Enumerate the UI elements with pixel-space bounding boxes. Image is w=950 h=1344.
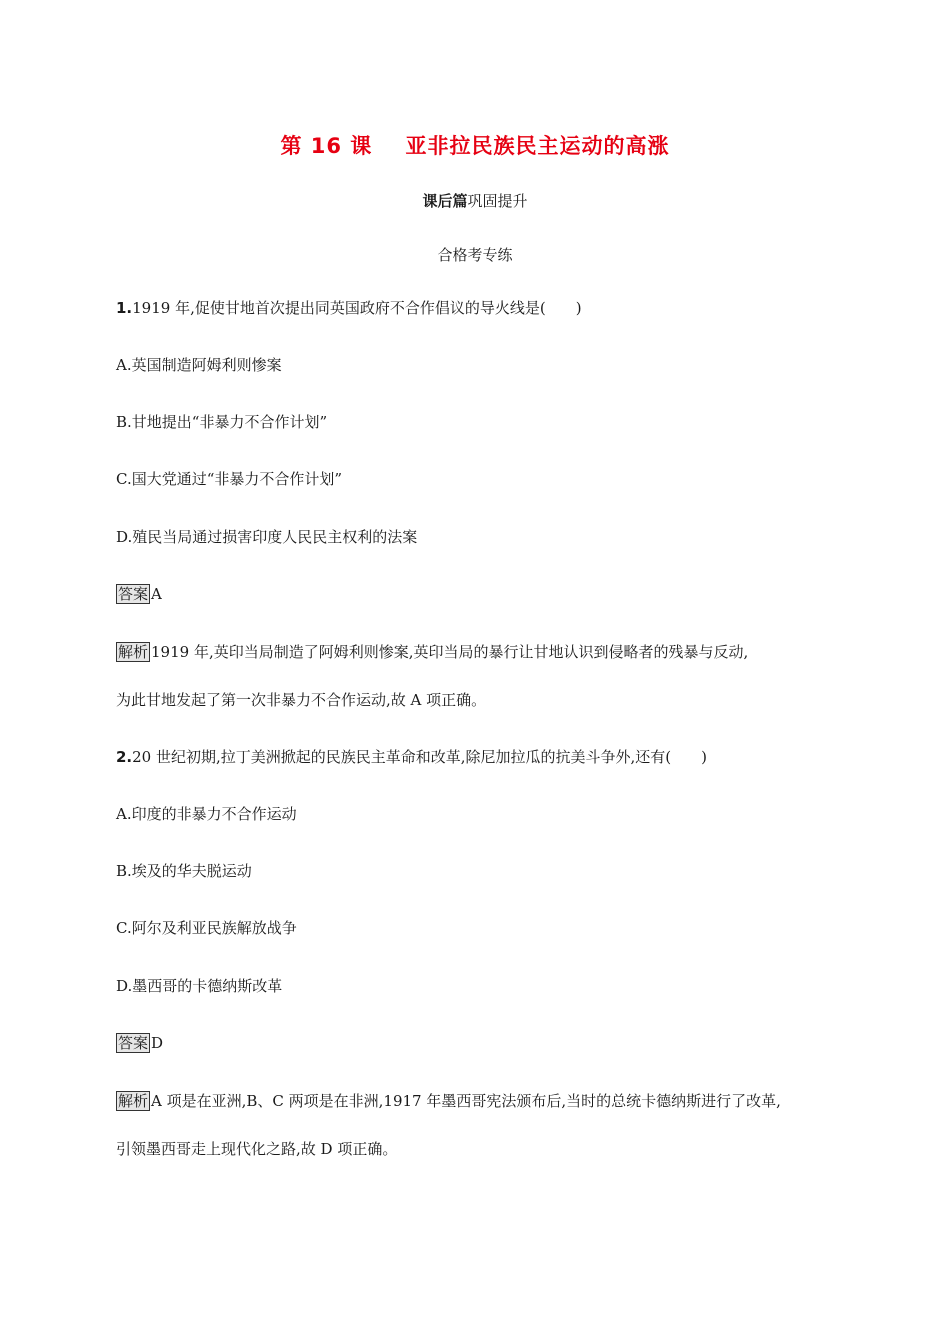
- question-2-answer: [116, 1033, 163, 1053]
- question-1-analysis-line-2: 为此甘地发起了第一次非暴力不合作运动,故 A 项正确。: [116, 691, 487, 709]
- analysis-text: 1919 年,英印当局制造了阿姆利则惨案,英印当局的暴行让甘地认识到侵略者的残暴与反动,: [151, 643, 749, 661]
- question-2-stem: [116, 747, 707, 767]
- subtitle-bold: 课后篇: [422, 192, 468, 210]
- question-1-option-b: B.甘地提出“非暴力不合作计划”: [116, 413, 328, 431]
- question-number: 2.: [116, 748, 133, 766]
- answer-value: A: [151, 585, 162, 603]
- analysis-tag: 解析: [118, 643, 149, 661]
- question-1-stem: [116, 298, 582, 318]
- question-2-option-c: C.阿尔及利亚民族解放战争: [116, 919, 297, 937]
- question-2-option-b: B.埃及的华夫脱运动: [116, 862, 252, 880]
- subtitle-rest: 巩固提升: [467, 192, 528, 210]
- question-1-answer: [116, 584, 162, 604]
- lesson-subtitle: [0, 190, 950, 211]
- question-number: 1.: [116, 299, 133, 317]
- question-2-option-a: A.印度的非暴力不合作运动: [116, 805, 297, 823]
- question-text: 1919 年,促使甘地首次提出同英国政府不合作倡议的导火线是( ): [132, 299, 582, 317]
- question-2-analysis-line-2: 引领墨西哥走上现代化之路,故 D 项正确。: [116, 1140, 398, 1158]
- question-1-option-d: D.殖民当局通过损害印度人民民主权利的法案: [116, 528, 418, 546]
- lesson-title: 第 16 课 亚非拉民族民主运动的高涨: [280, 134, 670, 158]
- question-2-analysis-line-1: [116, 1091, 781, 1111]
- question-2-option-d: D.墨西哥的卡德纳斯改革: [116, 977, 283, 995]
- answer-value: D: [151, 1034, 164, 1052]
- question-1-analysis-line-1: [116, 642, 748, 662]
- section-label: 合格考专练: [437, 246, 513, 264]
- question-1-option-c: C.国大党通过“非暴力不合作计划”: [116, 470, 343, 488]
- question-text: 20 世纪初期,拉丁美洲掀起的民族民主革命和改革,除尼加拉瓜的抗美斗争外,还有( ): [132, 748, 708, 766]
- analysis-tag: 解析: [118, 1092, 149, 1110]
- answer-tag: 答案: [118, 1034, 149, 1052]
- answer-tag: 答案: [118, 585, 149, 603]
- analysis-text: A 项是在亚洲,B、C 两项是在非洲,1917 年墨西哥宪法颁布后,当时的总统卡德纳斯进行了改革,: [151, 1092, 781, 1110]
- question-1-option-a: A.英国制造阿姆利则惨案: [116, 356, 282, 374]
